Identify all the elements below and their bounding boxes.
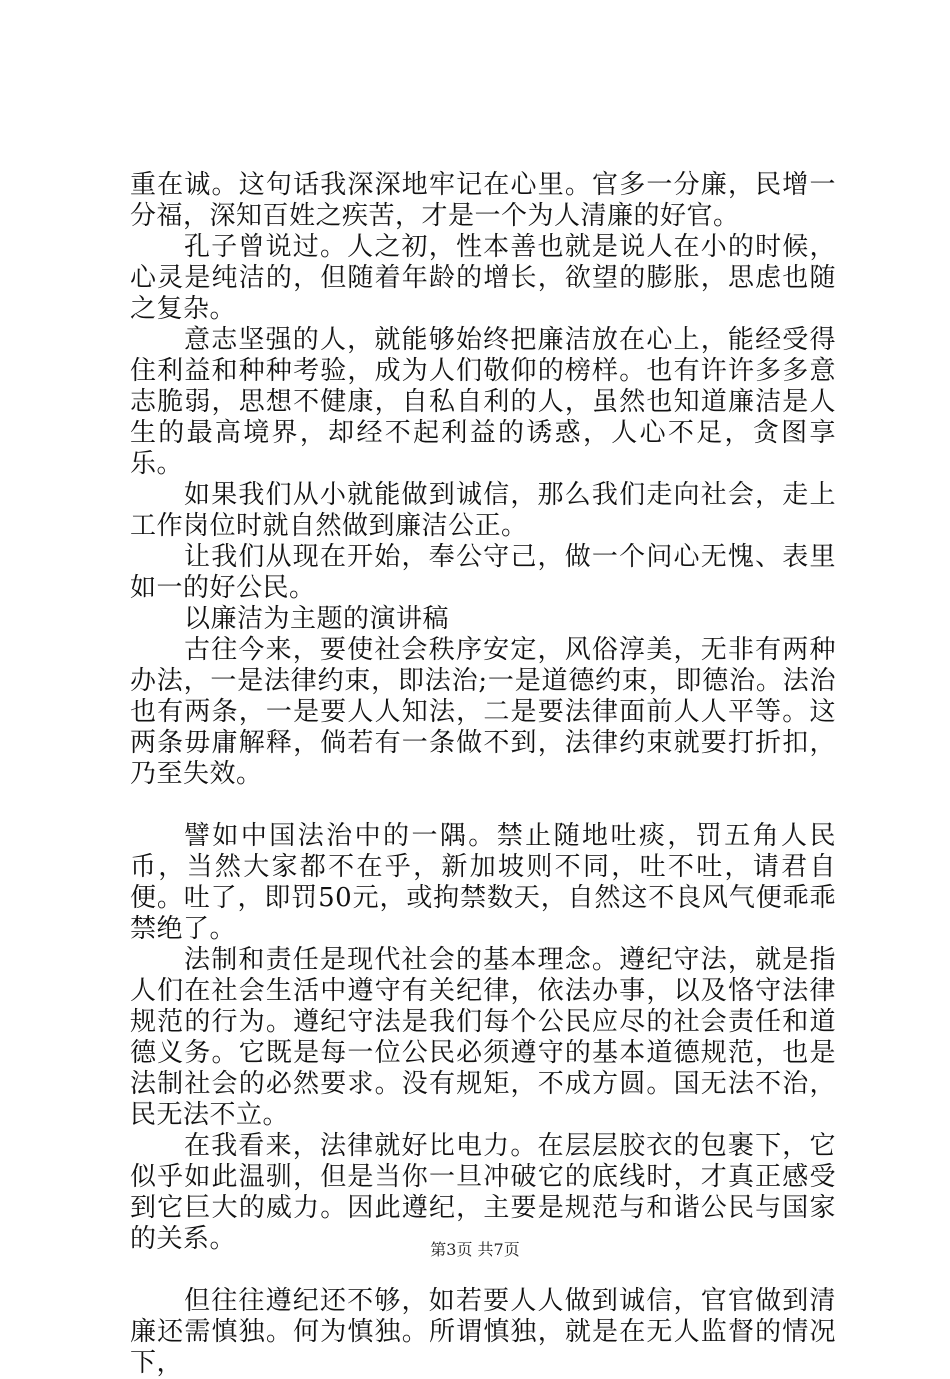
- paragraph-11: 但往往遵纪还不够，如若要人人做到诚信，官官做到清廉还需慎独。何为慎独。所谓慎独，就是在无人监督的情况下，: [130, 1286, 836, 1378]
- paragraph-2: 孔子曾说过。人之初，性本善也就是说人在小的时候，心灵是纯洁的，但随着年龄的增长，欲望的膨胀，思虑也随之复杂。: [130, 232, 836, 324]
- paragraph-10: 在我看来，法律就好比电力。在层层胶衣的包裹下，它似乎如此温驯，但是当你一旦冲破它的底线时，才真正感受到它巨大的威力。因此遵纪，主要是规范与和谐公民与国家的关系。: [130, 1131, 836, 1254]
- paragraph-5: 让我们从现在开始，奉公守己，做一个问心无愧、表里如一的好公民。: [130, 542, 836, 603]
- paragraph-9: 法制和责任是现代社会的基本理念。遵纪守法，就是指人们在社会生活中遵守有关纪律，依法办事，以及恪守法律规范的行为。遵纪守法是我们每个公民应尽的社会责任和道德义务。它既是每一位公民必须遵守的基本道德规范，也是法制社会的必然要求。没有规矩，不成方圆。国无法不治，民无法不立。: [130, 945, 836, 1130]
- paragraph-4: 如果我们从小就能做到诚信，那么我们走向社会，走上工作岗位时就自然做到廉洁公正。: [130, 480, 836, 541]
- paragraph-8: 譬如中国法治中的一隅。禁止随地吐痰，罚五角人民币，当然大家都不在乎，新加坡则不同，吐不吐，请君自便。吐了，即罚50元，或拘禁数天，自然这不良风气便乖乖禁绝了。: [130, 821, 836, 944]
- paragraph-7: 古往今来，要使社会秩序安定，风俗淳美，无非有两种办法，一是法律约束，即法治;一是道德约束，即德治。法治也有两条，一是要人人知法，二是要法律面前人人平等。这两条毋庸解释，倘若有一条做不到，法律约束就要打折扣，乃至失效。: [130, 635, 836, 789]
- paragraph-3: 意志坚强的人，就能够始终把廉洁放在心上，能经受得住利益和种种考验，成为人们敬仰的榜样。也有许许多多意志脆弱，思想不健康，自私自利的人，虽然也知道廉洁是人生的最高境界，却经不起利益的诱惑，人心不足，贪图享乐。: [130, 325, 836, 479]
- section-heading: 以廉洁为主题的演讲稿: [184, 604, 450, 634]
- page-footer: 第3页 共7页: [430, 1240, 520, 1259]
- document-body: [130, 170, 836, 1379]
- paragraph-1: 重在诚。这句话我深深地牢记在心里。官多一分廉，民增一分福，深知百姓之疾苦，才是一个为人清廉的好官。: [130, 170, 836, 231]
